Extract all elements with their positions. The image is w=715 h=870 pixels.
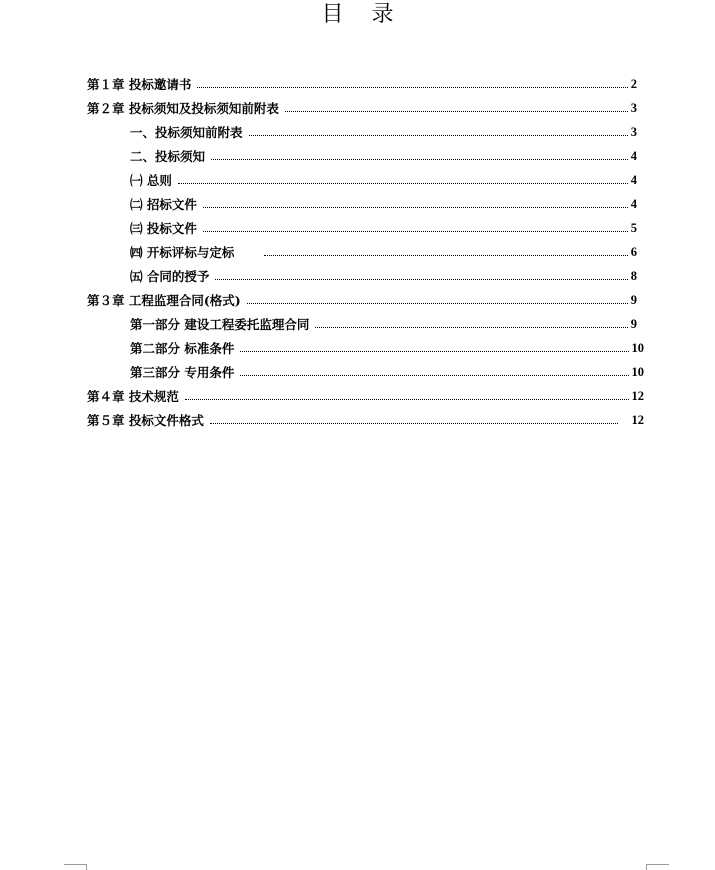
toc-entry-label: ㈣ 开标评标与定标 <box>130 245 235 260</box>
toc-entry-label: ㈢ 投标文件 <box>130 221 197 236</box>
toc-entry-label: ㈠ 总则 <box>130 173 172 188</box>
toc-entry-chapter-2[interactable] <box>87 96 637 120</box>
toc-entry-page: 10 <box>631 340 644 355</box>
toc-entry-page: 8 <box>630 268 637 283</box>
toc-entry-subsection[interactable] <box>130 264 637 288</box>
toc-entry-page: 4 <box>630 172 637 187</box>
toc-entry-label: ㈡ 招标文件 <box>130 197 197 212</box>
dot-leader <box>211 159 628 160</box>
dot-leader <box>185 399 629 400</box>
toc-entry-label: 第２章 投标须知及投标须知前附表 <box>87 101 279 116</box>
page-corner-mark-left <box>64 864 87 870</box>
toc-entry-page: 4 <box>630 196 637 211</box>
dot-leader <box>203 231 628 232</box>
toc-entry-part[interactable] <box>130 360 644 384</box>
toc-entry-label: 第３章 工程监理合同(格式) <box>87 293 241 308</box>
toc-entry-subsection[interactable] <box>130 240 637 264</box>
toc-entry-label: 第一部分 建设工程委托监理合同 <box>130 317 310 332</box>
title-char-1: 目 <box>321 2 344 27</box>
dot-leader <box>210 423 618 424</box>
dot-leader <box>215 279 627 280</box>
page-corner-mark-right <box>646 864 669 870</box>
toc-entry-chapter-4[interactable] <box>87 384 644 408</box>
toc-entry-page: 3 <box>630 124 637 139</box>
toc-entry-subsection[interactable] <box>130 192 637 216</box>
toc-entry-page: 12 <box>631 388 644 403</box>
dot-leader <box>285 111 628 112</box>
toc-entry-label: 第５章 投标文件格式 <box>87 413 204 428</box>
toc-entry-page: 2 <box>630 76 637 91</box>
dot-leader <box>240 375 628 376</box>
dot-leader <box>240 351 628 352</box>
dot-leader <box>247 303 628 304</box>
toc-entry-chapter-3[interactable] <box>87 288 637 312</box>
toc-entry-part[interactable] <box>130 336 644 360</box>
toc-entry-label: 第二部分 标准条件 <box>130 341 235 356</box>
dot-leader <box>203 207 628 208</box>
dot-leader <box>249 135 628 136</box>
toc-entry-label: 第１章 投标邀请书 <box>87 77 192 92</box>
toc-entry-page: 4 <box>630 148 637 163</box>
toc-entry-page: 9 <box>630 316 637 331</box>
dot-leader <box>264 255 627 256</box>
toc-entry-label: 二、投标须知 <box>130 149 206 164</box>
toc-entry-page: 3 <box>630 100 637 115</box>
toc-entry-subsection[interactable] <box>130 216 637 240</box>
toc-entry-chapter-1[interactable] <box>87 72 637 96</box>
dot-leader <box>178 183 628 184</box>
toc-entry-section[interactable] <box>130 120 637 144</box>
toc-entry-label: 第４章 技术规范 <box>87 389 179 404</box>
toc-entry-label: 一、投标须知前附表 <box>130 125 243 140</box>
toc-entry-page: 6 <box>630 244 637 259</box>
toc-entry-page: 5 <box>630 220 637 235</box>
toc-entry-page: 12 <box>631 412 644 427</box>
toc-entry-chapter-5[interactable] <box>87 408 644 432</box>
dot-leader <box>197 87 627 88</box>
dot-leader <box>315 327 627 328</box>
toc-entry-page: 9 <box>630 292 637 307</box>
title-char-2: 录 <box>371 2 394 27</box>
toc-entry-subsection[interactable] <box>130 168 637 192</box>
toc-entry-label: 第三部分 专用条件 <box>130 365 235 380</box>
toc-entry-label: ㈤ 合同的授予 <box>130 269 210 284</box>
toc-entry-section[interactable] <box>130 144 637 168</box>
toc-entry-page: 10 <box>631 364 644 379</box>
toc-entry-part[interactable] <box>130 312 637 336</box>
page-title <box>0 2 715 28</box>
